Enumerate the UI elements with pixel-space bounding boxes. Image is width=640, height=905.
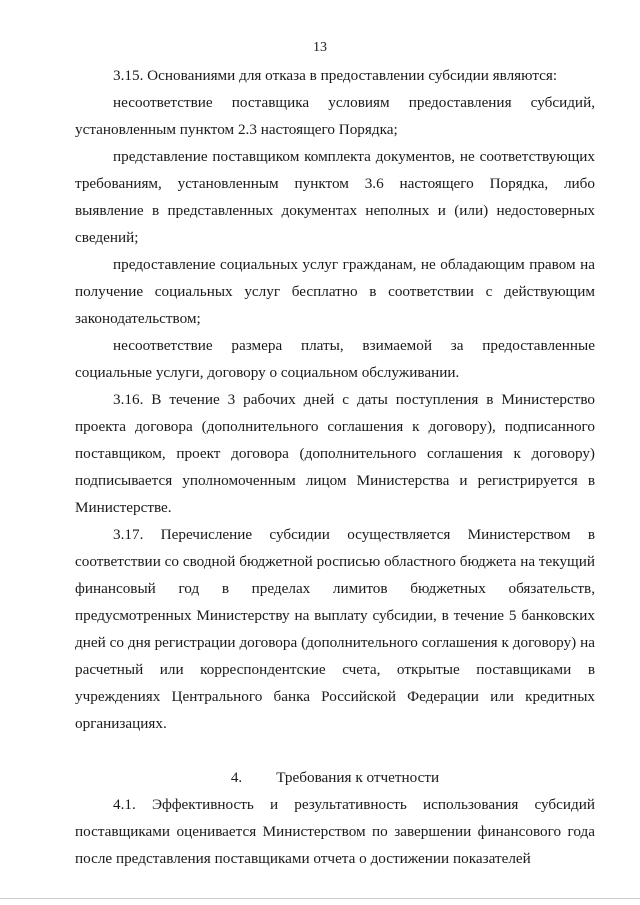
paragraph-3-17: 3.17. Перечисление субсидии осуществляется Министерством в соответствии со сводной бюджетной росписью областного бюджета на текущий финансовый год в пределах лимитов бюджетных обязательств, предусмотренных Министерству на выплату субсидии, в течение 5 банковских дней со дня регистрации договора (дополнительного соглашения к договору) на расчетный или корреспондентские счета, открытые поставщиками в учреждениях Центрального банка Российской Федерации или кредитных организациях. [75, 526, 595, 732]
paragraph-4-1: 4.1. Эффективность и результативность использования субсидий поставщиками оценивается Министерством по завершении финансового года после представления поставщиками отчета о достижении показателей [75, 796, 595, 867]
section-title: Требования к отчетности [276, 769, 440, 786]
paragraph-3-15: 3.15. Основаниями для отказа в предоставлении субсидии являются: [113, 67, 558, 84]
paragraph-3-16: 3.16. В течение 3 рабочих дней с даты поступления в Министерство проекта договора (дополнительного соглашения к договору), подписанного поставщиком, проект договора (дополнительного соглашения к договору) подписывается уполномоченным лицом Министерства и регистрируется в Министерстве. [75, 391, 595, 516]
paragraph-supplier-conditions: несоответствие поставщика условиям предоставления субсидий, установленным пунктом 2.3 настоящего Порядка; [75, 94, 595, 138]
section-heading [75, 764, 595, 791]
section-number: 4. [230, 769, 243, 786]
paragraph-free-services: предоставление социальных услуг гражданам, не обладающим правом на получение социальных услуг бесплатно в соответствии с действующим законодательством; [75, 256, 595, 327]
page-number: 13 [313, 40, 327, 55]
scan-edge-line [0, 898, 640, 899]
paragraph-payment-size: несоответствие размера платы, взимаемой за предоставленные социальные услуги, договору о социальном обслуживании. [75, 337, 595, 381]
document-body [75, 62, 595, 872]
paragraph-documents: представление поставщиком комплекта документов, не соответствующих требованиям, установленным пунктом 3.6 настоящего Порядка, либо выявление в представленных документах неполных и (или) недостоверных сведений; [75, 148, 595, 246]
